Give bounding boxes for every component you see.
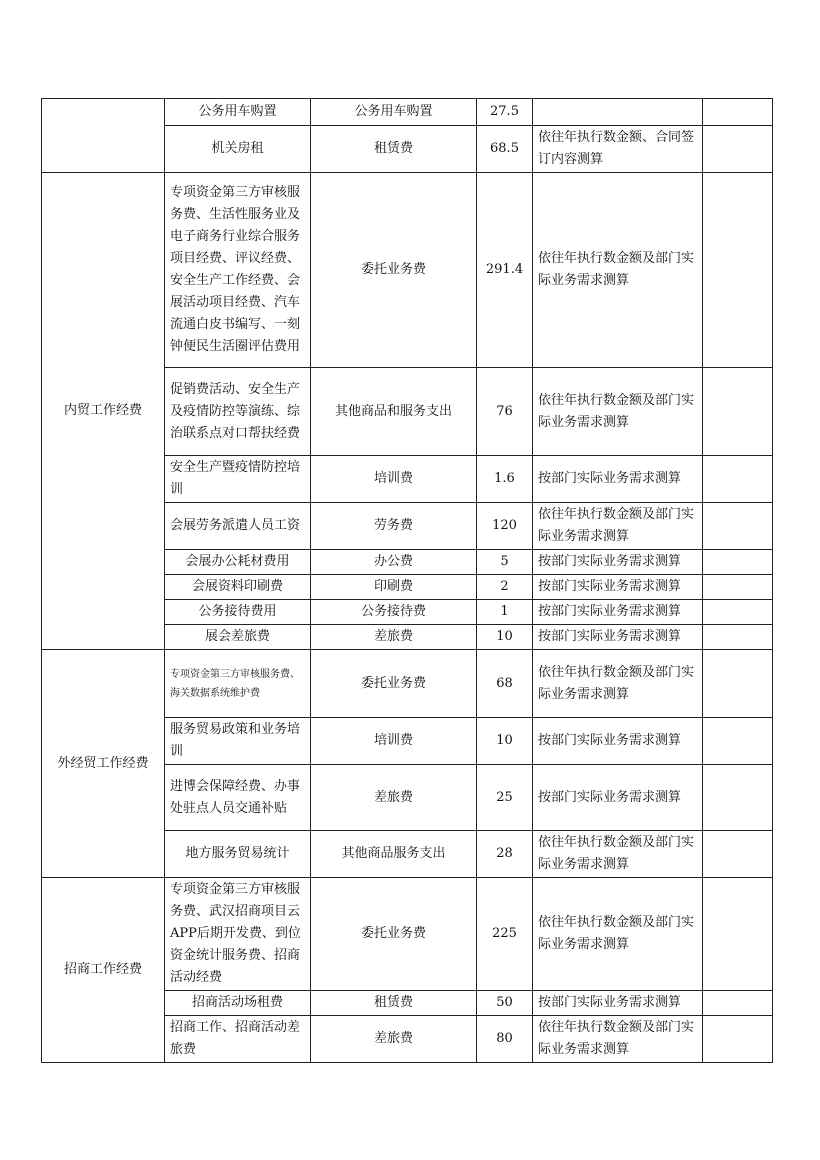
- basis-cell: 按部门实际业务需求测算: [533, 550, 703, 575]
- type-cell: 差旅费: [311, 765, 477, 831]
- basis-cell: 依往年执行数金额及部门实际业务需求测算: [533, 368, 703, 456]
- note-cell: [703, 99, 773, 126]
- basis-cell: 按部门实际业务需求测算: [533, 600, 703, 625]
- budget-table: [41, 98, 773, 1063]
- type-cell: 培训费: [311, 456, 477, 503]
- type-cell: 劳务费: [311, 503, 477, 550]
- amount-cell: 291.4: [477, 173, 533, 368]
- amount-cell: 25: [477, 765, 533, 831]
- basis-cell: 按部门实际业务需求测算: [533, 765, 703, 831]
- amount-cell: 28: [477, 831, 533, 878]
- note-cell: [703, 550, 773, 575]
- basis-cell: 依往年执行数金额及部门实际业务需求测算: [533, 650, 703, 718]
- amount-cell: 27.5: [477, 99, 533, 126]
- amount-cell: 5: [477, 550, 533, 575]
- type-cell: 其他商品和服务支出: [311, 368, 477, 456]
- item-cell: 会展劳务派遣人员工资: [165, 503, 311, 550]
- note-cell: [703, 878, 773, 991]
- basis-cell: 按部门实际业务需求测算: [533, 456, 703, 503]
- amount-cell: 1.6: [477, 456, 533, 503]
- item-cell: 招商活动场租费: [165, 991, 311, 1016]
- item-cell: 展会差旅费: [165, 625, 311, 650]
- amount-cell: 10: [477, 718, 533, 765]
- type-cell: 印刷费: [311, 575, 477, 600]
- note-cell: [703, 456, 773, 503]
- item-cell: 专项资金第三方审核服务费、生活性服务业及电子商务行业综合服务项目经费、评议经费、安全生产工作经费、会展活动项目经费、汽车流通白皮书编写、一刻钟便民生活圈评估费用: [165, 173, 311, 368]
- item-cell: 招商工作、招商活动差旅费: [165, 1016, 311, 1063]
- basis-cell: 依往年执行数金额、合同签订内容测算: [533, 126, 703, 173]
- amount-cell: 68.5: [477, 126, 533, 173]
- type-cell: 其他商品服务支出: [311, 831, 477, 878]
- type-cell: 差旅费: [311, 625, 477, 650]
- basis-cell: 依往年执行数金额及部门实际业务需求测算: [533, 1016, 703, 1063]
- note-cell: [703, 650, 773, 718]
- note-cell: [703, 831, 773, 878]
- basis-cell: 依往年执行数金额及部门实际业务需求测算: [533, 503, 703, 550]
- basis-cell: 按部门实际业务需求测算: [533, 718, 703, 765]
- amount-cell: 68: [477, 650, 533, 718]
- basis-cell: [533, 99, 703, 126]
- category-cell: 内贸工作经费: [42, 173, 165, 650]
- item-cell: 安全生产暨疫情防控培训: [165, 456, 311, 503]
- basis-cell: 依往年执行数金额及部门实际业务需求测算: [533, 831, 703, 878]
- table-row: [42, 173, 773, 368]
- type-cell: 办公费: [311, 550, 477, 575]
- type-cell: 租赁费: [311, 126, 477, 173]
- item-cell: 进博会保障经费、办事处驻点人员交通补贴: [165, 765, 311, 831]
- item-cell: 公务用车购置: [165, 99, 311, 126]
- type-cell: 委托业务费: [311, 173, 477, 368]
- note-cell: [703, 718, 773, 765]
- note-cell: [703, 1016, 773, 1063]
- note-cell: [703, 503, 773, 550]
- category-cell: 外经贸工作经费: [42, 650, 165, 878]
- item-cell: 公务接待费用: [165, 600, 311, 625]
- item-cell: 服务贸易政策和业务培训: [165, 718, 311, 765]
- category-cell: 招商工作经费: [42, 878, 165, 1063]
- note-cell: [703, 765, 773, 831]
- basis-cell: 依往年执行数金额及部门实际业务需求测算: [533, 173, 703, 368]
- note-cell: [703, 575, 773, 600]
- note-cell: [703, 625, 773, 650]
- amount-cell: 225: [477, 878, 533, 991]
- amount-cell: 50: [477, 991, 533, 1016]
- item-cell: 地方服务贸易统计: [165, 831, 311, 878]
- table-row: [42, 99, 773, 126]
- item-cell: 专项资金第三方审核服务费、武汉招商项目云APP后期开发费、到位资金统计服务费、招商活动经费: [165, 878, 311, 991]
- basis-cell: 依往年执行数金额及部门实际业务需求测算: [533, 878, 703, 991]
- note-cell: [703, 368, 773, 456]
- amount-cell: 1: [477, 600, 533, 625]
- type-cell: 公务接待费: [311, 600, 477, 625]
- type-cell: 租赁费: [311, 991, 477, 1016]
- amount-cell: 120: [477, 503, 533, 550]
- basis-cell: 按部门实际业务需求测算: [533, 991, 703, 1016]
- amount-cell: 2: [477, 575, 533, 600]
- table-row: [42, 650, 773, 718]
- category-cell: [42, 99, 165, 173]
- type-cell: 公务用车购置: [311, 99, 477, 126]
- note-cell: [703, 991, 773, 1016]
- note-cell: [703, 600, 773, 625]
- type-cell: 委托业务费: [311, 878, 477, 991]
- table-row: [42, 878, 773, 991]
- type-cell: 培训费: [311, 718, 477, 765]
- basis-cell: 按部门实际业务需求测算: [533, 625, 703, 650]
- basis-cell: 按部门实际业务需求测算: [533, 575, 703, 600]
- item-cell: 专项资金第三方审核服务费、海关数据系统维护费: [165, 650, 311, 718]
- item-cell: 会展资料印刷费: [165, 575, 311, 600]
- note-cell: [703, 126, 773, 173]
- item-cell: 会展办公耗材费用: [165, 550, 311, 575]
- item-cell: 促销费活动、安全生产及疫情防控等演练、综治联系点对口帮扶经费: [165, 368, 311, 456]
- item-cell: 机关房租: [165, 126, 311, 173]
- note-cell: [703, 173, 773, 368]
- type-cell: 差旅费: [311, 1016, 477, 1063]
- amount-cell: 80: [477, 1016, 533, 1063]
- amount-cell: 10: [477, 625, 533, 650]
- type-cell: 委托业务费: [311, 650, 477, 718]
- amount-cell: 76: [477, 368, 533, 456]
